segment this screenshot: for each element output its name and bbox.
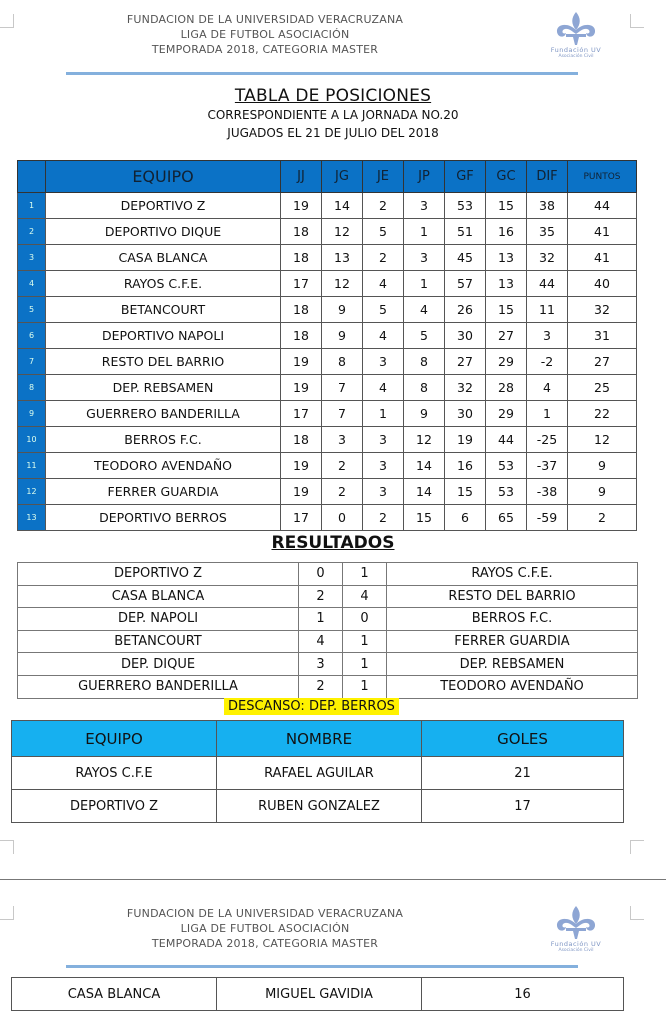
col-position: [18, 161, 46, 193]
cell-jg: 0: [322, 505, 363, 531]
org-line-2: LIGA DE FUTBOL ASOCIACIÓN: [180, 28, 350, 41]
cell-gf: 57: [445, 271, 486, 297]
cell-je: 1: [363, 401, 404, 427]
title-block: [0, 86, 666, 142]
result-row: [18, 608, 638, 631]
cell-je: 4: [363, 375, 404, 401]
table-row: [18, 219, 637, 245]
cell-position: 7: [18, 349, 46, 375]
cell-je: 2: [363, 505, 404, 531]
cell-home-score: 3: [299, 653, 343, 676]
org-line-3: TEMPORADA 2018, CATEGORIA MASTER: [151, 43, 379, 56]
cell-jg: 9: [322, 297, 363, 323]
cell-gf: 27: [445, 349, 486, 375]
cell-equipo: GUERRERO BANDERILLA: [46, 401, 281, 427]
table-row: [18, 323, 637, 349]
cell-away-team: FERRER GUARDIA: [387, 630, 638, 653]
cell-jj: 18: [281, 219, 322, 245]
cell-home-team: GUERRERO BANDERILLA: [18, 675, 299, 698]
cell-dif: 35: [527, 219, 568, 245]
cell-equipo: DEPORTIVO DIQUE: [46, 219, 281, 245]
logo-subtext: Asociación Civil: [558, 54, 594, 59]
cell-gc: 15: [486, 193, 527, 219]
cell-away-score: 1: [343, 653, 387, 676]
cell-jg: 7: [322, 375, 363, 401]
cell-home-score: 0: [299, 563, 343, 586]
rest-team-banner: DESCANSO: DEP. BERROS: [224, 698, 399, 715]
cell-jp: 8: [404, 349, 445, 375]
cell-puntos: 12: [568, 427, 637, 453]
table-row: [18, 193, 637, 219]
table-row: [18, 401, 637, 427]
cell-puntos: 31: [568, 323, 637, 349]
cell-jj: 18: [281, 323, 322, 349]
cell-puntos: 9: [568, 479, 637, 505]
cell-position: 12: [18, 479, 46, 505]
logo: [540, 10, 612, 59]
cell-away-team: TEODORO AVENDAÑO: [387, 675, 638, 698]
cell-home-team: DEP. NAPOLI: [18, 608, 299, 631]
cell-away-score: 1: [343, 630, 387, 653]
cell-away-score: 1: [343, 563, 387, 586]
cell-equipo: RAYOS C.F.E.: [46, 271, 281, 297]
org-line-1: FUNDACION DE LA UNIVERSIDAD VERACRUZANA: [126, 907, 404, 920]
cell-jj: 18: [281, 297, 322, 323]
col-jj: JJ: [281, 161, 322, 193]
results-title: RESULTADOS: [271, 533, 395, 553]
cell-position: 11: [18, 453, 46, 479]
results-table: [17, 562, 638, 699]
cell-equipo: CASA BLANCA: [12, 978, 217, 1011]
cell-gf: 26: [445, 297, 486, 323]
cell-je: 5: [363, 219, 404, 245]
cell-jj: 19: [281, 375, 322, 401]
cell-position: 3: [18, 245, 46, 271]
cell-dif: 11: [527, 297, 568, 323]
cell-je: 3: [363, 349, 404, 375]
subtitle-jornada: CORRESPONDIENTE A LA JORNADA NO.20: [207, 108, 459, 122]
cell-jg: 12: [322, 219, 363, 245]
table-row: [18, 479, 637, 505]
cell-away-score: 1: [343, 675, 387, 698]
cell-dif: 38: [527, 193, 568, 219]
cell-jg: 12: [322, 271, 363, 297]
cell-jp: 15: [404, 505, 445, 531]
cell-gc: 15: [486, 297, 527, 323]
cell-gc: 29: [486, 349, 527, 375]
logo-subtext: Asociación Civil: [558, 948, 594, 953]
col-je: JE: [363, 161, 404, 193]
header-rule: [66, 72, 578, 75]
cell-je: 2: [363, 193, 404, 219]
cell-dif: 3: [527, 323, 568, 349]
logo: [540, 904, 612, 953]
cell-gc: 53: [486, 479, 527, 505]
cell-jj: 18: [281, 427, 322, 453]
cell-gc: 53: [486, 453, 527, 479]
page-header-2: [0, 900, 666, 980]
cell-gc: 65: [486, 505, 527, 531]
header-rule: [66, 965, 578, 968]
cell-goles: 21: [422, 757, 624, 790]
table-row: [18, 271, 637, 297]
fleur-de-lis-icon: [552, 904, 600, 940]
scorer-row: [12, 757, 624, 790]
cell-puntos: 41: [568, 219, 637, 245]
cell-gf: 16: [445, 453, 486, 479]
cell-goles: 16: [422, 978, 624, 1011]
org-line-3: TEMPORADA 2018, CATEGORIA MASTER: [151, 937, 379, 950]
cell-gf: 15: [445, 479, 486, 505]
col-gc: GC: [486, 161, 527, 193]
cell-jg: 3: [322, 427, 363, 453]
result-row: [18, 585, 638, 608]
table-row: [18, 297, 637, 323]
cell-puntos: 2: [568, 505, 637, 531]
col-goles: GOLES: [422, 721, 624, 757]
cell-dif: 1: [527, 401, 568, 427]
cell-gc: 13: [486, 271, 527, 297]
cell-home-team: BETANCOURT: [18, 630, 299, 653]
result-row: [18, 675, 638, 698]
cell-jp: 9: [404, 401, 445, 427]
cell-jj: 19: [281, 193, 322, 219]
page-title: TABLA DE POSICIONES: [234, 86, 432, 106]
cell-jp: 14: [404, 479, 445, 505]
cell-equipo: BETANCOURT: [46, 297, 281, 323]
cell-jg: 2: [322, 479, 363, 505]
org-lines: [110, 12, 420, 57]
subtitle-date: JUGADOS EL 21 DE JULIO DEL 2018: [227, 126, 439, 140]
cell-position: 2: [18, 219, 46, 245]
cell-away-team: DEP. REBSAMEN: [387, 653, 638, 676]
col-equipo: EQUIPO: [12, 721, 217, 757]
cell-position: 1: [18, 193, 46, 219]
cell-dif: 32: [527, 245, 568, 271]
result-row: [18, 563, 638, 586]
scorers-table: [11, 720, 624, 823]
result-row: [18, 630, 638, 653]
cell-position: 6: [18, 323, 46, 349]
cell-jj: 19: [281, 349, 322, 375]
cell-jp: 8: [404, 375, 445, 401]
cell-dif: -37: [527, 453, 568, 479]
cell-nombre: RAFAEL AGUILAR: [217, 757, 422, 790]
scorer-row: [12, 790, 624, 823]
cell-home-score: 4: [299, 630, 343, 653]
cell-position: 10: [18, 427, 46, 453]
cell-jg: 8: [322, 349, 363, 375]
cell-jg: 9: [322, 323, 363, 349]
col-jp: JP: [404, 161, 445, 193]
cell-jg: 2: [322, 453, 363, 479]
cell-je: 4: [363, 323, 404, 349]
table-row: [18, 427, 637, 453]
cell-gf: 6: [445, 505, 486, 531]
cell-jj: 17: [281, 505, 322, 531]
table-row: [18, 375, 637, 401]
cell-gf: 53: [445, 193, 486, 219]
cell-puntos: 32: [568, 297, 637, 323]
cell-je: 2: [363, 245, 404, 271]
cell-jp: 4: [404, 297, 445, 323]
cell-home-score: 1: [299, 608, 343, 631]
cell-jj: 19: [281, 479, 322, 505]
cell-jg: 14: [322, 193, 363, 219]
cell-puntos: 27: [568, 349, 637, 375]
cell-gf: 45: [445, 245, 486, 271]
org-line-2: LIGA DE FUTBOL ASOCIACIÓN: [180, 922, 350, 935]
cell-equipo: TEODORO AVENDAÑO: [46, 453, 281, 479]
table-row: [18, 453, 637, 479]
col-gf: GF: [445, 161, 486, 193]
cell-gf: 19: [445, 427, 486, 453]
cell-away-team: RESTO DEL BARRIO: [387, 585, 638, 608]
cell-position: 4: [18, 271, 46, 297]
cell-equipo: DEPORTIVO BERROS: [46, 505, 281, 531]
standings-header-row: [18, 161, 637, 193]
cell-equipo: FERRER GUARDIA: [46, 479, 281, 505]
cell-puntos: 40: [568, 271, 637, 297]
cell-nombre: MIGUEL GAVIDIA: [217, 978, 422, 1011]
cell-puntos: 44: [568, 193, 637, 219]
logo-text: Fundación UV: [550, 46, 602, 54]
cell-equipo: DEPORTIVO Z: [12, 790, 217, 823]
scorers-table-continued: [11, 977, 624, 1011]
cell-puntos: 41: [568, 245, 637, 271]
cell-jp: 1: [404, 219, 445, 245]
cell-home-score: 2: [299, 585, 343, 608]
table-row: [18, 349, 637, 375]
org-line-1: FUNDACION DE LA UNIVERSIDAD VERACRUZANA: [126, 13, 404, 26]
cell-position: 13: [18, 505, 46, 531]
cell-home-team: DEP. DIQUE: [18, 653, 299, 676]
cell-equipo: RESTO DEL BARRIO: [46, 349, 281, 375]
cell-gf: 32: [445, 375, 486, 401]
page-break: [0, 879, 666, 880]
cell-equipo: DEPORTIVO NAPOLI: [46, 323, 281, 349]
cell-equipo: DEPORTIVO Z: [46, 193, 281, 219]
cell-jp: 3: [404, 193, 445, 219]
cell-equipo: BERROS F.C.: [46, 427, 281, 453]
cell-dif: -2: [527, 349, 568, 375]
col-nombre: NOMBRE: [217, 721, 422, 757]
cell-gc: 29: [486, 401, 527, 427]
cell-je: 4: [363, 271, 404, 297]
page-header: [0, 0, 666, 80]
cell-puntos: 22: [568, 401, 637, 427]
cell-je: 3: [363, 453, 404, 479]
cell-gf: 30: [445, 323, 486, 349]
logo-text: Fundación UV: [550, 940, 602, 948]
cell-dif: 44: [527, 271, 568, 297]
cell-equipo: RAYOS C.F.E: [12, 757, 217, 790]
cell-gc: 13: [486, 245, 527, 271]
standings-table: [17, 160, 637, 531]
col-puntos: PUNTOS: [568, 161, 637, 193]
fleur-de-lis-icon: [552, 10, 600, 46]
cell-home-score: 2: [299, 675, 343, 698]
cell-jj: 18: [281, 245, 322, 271]
cell-jp: 1: [404, 271, 445, 297]
cell-jj: 19: [281, 453, 322, 479]
cell-puntos: 9: [568, 453, 637, 479]
cell-goles: 17: [422, 790, 624, 823]
crop-mark: [0, 840, 14, 854]
cell-dif: 4: [527, 375, 568, 401]
cell-gc: 44: [486, 427, 527, 453]
cell-jp: 5: [404, 323, 445, 349]
table-row: [18, 505, 637, 531]
cell-gc: 28: [486, 375, 527, 401]
cell-jp: 14: [404, 453, 445, 479]
cell-gf: 30: [445, 401, 486, 427]
cell-jj: 17: [281, 271, 322, 297]
cell-away-team: BERROS F.C.: [387, 608, 638, 631]
cell-position: 9: [18, 401, 46, 427]
cell-jj: 17: [281, 401, 322, 427]
cell-je: 5: [363, 297, 404, 323]
col-dif: DIF: [527, 161, 568, 193]
cell-jp: 3: [404, 245, 445, 271]
cell-jp: 12: [404, 427, 445, 453]
cell-dif: -25: [527, 427, 568, 453]
cell-jg: 7: [322, 401, 363, 427]
cell-away-score: 0: [343, 608, 387, 631]
cell-home-team: DEPORTIVO Z: [18, 563, 299, 586]
scorers-header-row: [12, 721, 624, 757]
cell-gc: 27: [486, 323, 527, 349]
table-row: [18, 245, 637, 271]
cell-dif: -59: [527, 505, 568, 531]
cell-equipo: CASA BLANCA: [46, 245, 281, 271]
cell-je: 3: [363, 479, 404, 505]
cell-jg: 13: [322, 245, 363, 271]
cell-home-team: CASA BLANCA: [18, 585, 299, 608]
cell-je: 3: [363, 427, 404, 453]
cell-puntos: 25: [568, 375, 637, 401]
col-jg: JG: [322, 161, 363, 193]
crop-mark: [630, 840, 644, 854]
result-row: [18, 653, 638, 676]
cell-position: 5: [18, 297, 46, 323]
cell-away-score: 4: [343, 585, 387, 608]
cell-position: 8: [18, 375, 46, 401]
cell-nombre: RUBEN GONZALEZ: [217, 790, 422, 823]
col-equipo: EQUIPO: [46, 161, 281, 193]
cell-gf: 51: [445, 219, 486, 245]
cell-dif: -38: [527, 479, 568, 505]
scorer-row: [12, 978, 624, 1011]
cell-equipo: DEP. REBSAMEN: [46, 375, 281, 401]
org-lines: [110, 906, 420, 951]
cell-away-team: RAYOS C.F.E.: [387, 563, 638, 586]
cell-gc: 16: [486, 219, 527, 245]
